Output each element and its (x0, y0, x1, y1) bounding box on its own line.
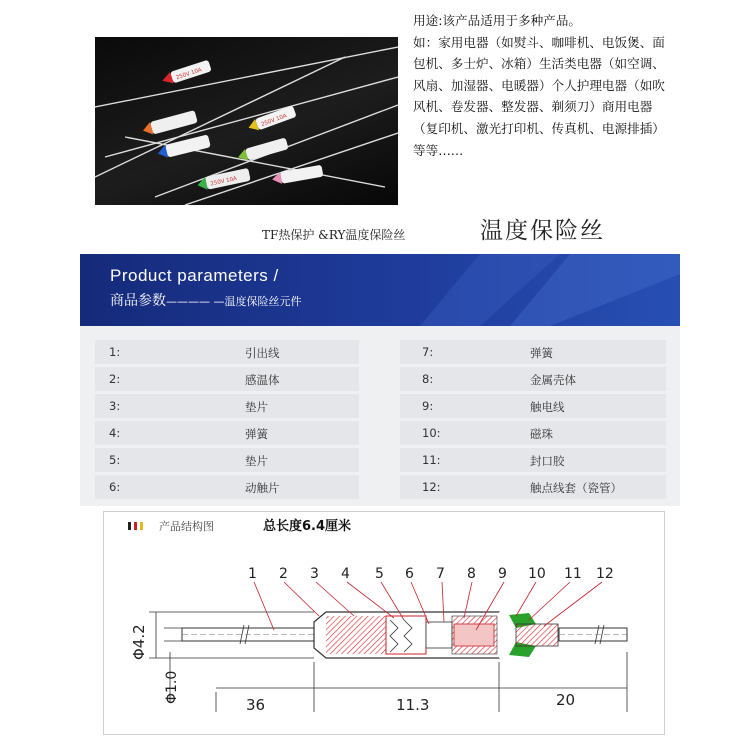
dim-right: 20 (556, 691, 576, 709)
param-row (400, 367, 666, 391)
param-name: 引出线 (245, 346, 280, 360)
product-photo (95, 37, 398, 205)
param-num: 1: (109, 345, 121, 359)
part-label-2: 2 (279, 566, 288, 582)
photo-label: 250V 10A (175, 67, 203, 82)
dim-diameter-lead: Φ1.0 (164, 670, 180, 704)
total-length: 总长度6.4厘米 (263, 519, 352, 534)
dim-diameter-body: Φ4.2 (130, 624, 148, 660)
param-name: 触电线 (530, 400, 565, 414)
param-name: 封口胶 (530, 454, 565, 468)
dim-mid: 11.3 (396, 696, 430, 714)
param-num: 7: (422, 345, 434, 359)
param-num: 4: (109, 426, 121, 440)
param-name: 触点线套（瓷管） (530, 481, 622, 495)
part-label-11: 11 (564, 566, 582, 582)
param-num: 9: (422, 399, 434, 413)
param-num: 2: (109, 372, 121, 386)
param-num: 12: (422, 480, 441, 494)
param-row (95, 475, 359, 499)
tagline: TF热保护 &RY温度保险丝 (262, 228, 406, 242)
param-row (95, 448, 359, 472)
param-row (95, 340, 359, 364)
parameters-table (80, 326, 680, 506)
photo-label: 250V 10A (210, 175, 238, 188)
part-label-3: 3 (310, 566, 319, 582)
part-label-8: 8 (467, 566, 476, 582)
param-row (400, 421, 666, 445)
dim-left: 36 (246, 696, 266, 714)
banner-title-cn-main: 商品参数 (110, 293, 166, 309)
structure-diagram (103, 511, 665, 735)
usage-description: 用途:该产品适用于多种产品。 如：家用电器（如熨斗、咖啡机、电饭煲、面包机、多士炉、冰箱）生活类电器（如空调、风扇、加湿器、电暖器）个人护理电器（如吹风机、卷发器、整发器、剃须刀）商用电器（复印机、激光打印机、传真机、电源排插）等等…… (413, 13, 665, 158)
param-name: 感温体 (245, 373, 280, 387)
banner-title-cn (110, 290, 302, 310)
photo-label: 250V 10A (260, 113, 288, 128)
param-row (400, 475, 666, 499)
param-name: 动触片 (245, 481, 280, 495)
param-name: 弹簧 (530, 346, 553, 360)
param-row (95, 394, 359, 418)
param-num: 8: (422, 372, 434, 386)
part-label-7: 7 (436, 566, 445, 582)
param-row (400, 340, 666, 364)
param-num: 6: (109, 480, 121, 494)
param-name: 垫片 (245, 454, 268, 468)
param-num: 10: (422, 426, 441, 440)
parameters-banner (80, 254, 680, 326)
part-label-4: 4 (341, 566, 350, 582)
part-number-labels (248, 566, 614, 582)
banner-decoration (420, 254, 680, 326)
param-num: 3: (109, 399, 121, 413)
param-row (400, 394, 666, 418)
param-name: 垫片 (245, 400, 268, 414)
banner-title-en: Product parameters / (110, 266, 279, 285)
structure-title: 产品结构图 (159, 520, 214, 533)
param-name: 金属壳体 (530, 373, 576, 387)
part-label-12: 12 (596, 566, 614, 582)
param-num: 11: (422, 453, 441, 467)
part-label-9: 9 (498, 566, 507, 582)
param-row (95, 421, 359, 445)
part-label-5: 5 (375, 566, 384, 582)
param-name: 磁珠 (530, 427, 553, 441)
param-name: 弹簧 (245, 427, 268, 441)
part-label-1: 1 (248, 566, 257, 582)
product-title: 温度保险丝 (480, 218, 605, 244)
part-label-10: 10 (528, 566, 546, 582)
param-row (95, 367, 359, 391)
param-num: 5: (109, 453, 121, 467)
param-row (400, 448, 666, 472)
banner-title-cn-sub: ———— —温度保险丝元件 (166, 295, 302, 308)
part-label-6: 6 (405, 566, 414, 582)
